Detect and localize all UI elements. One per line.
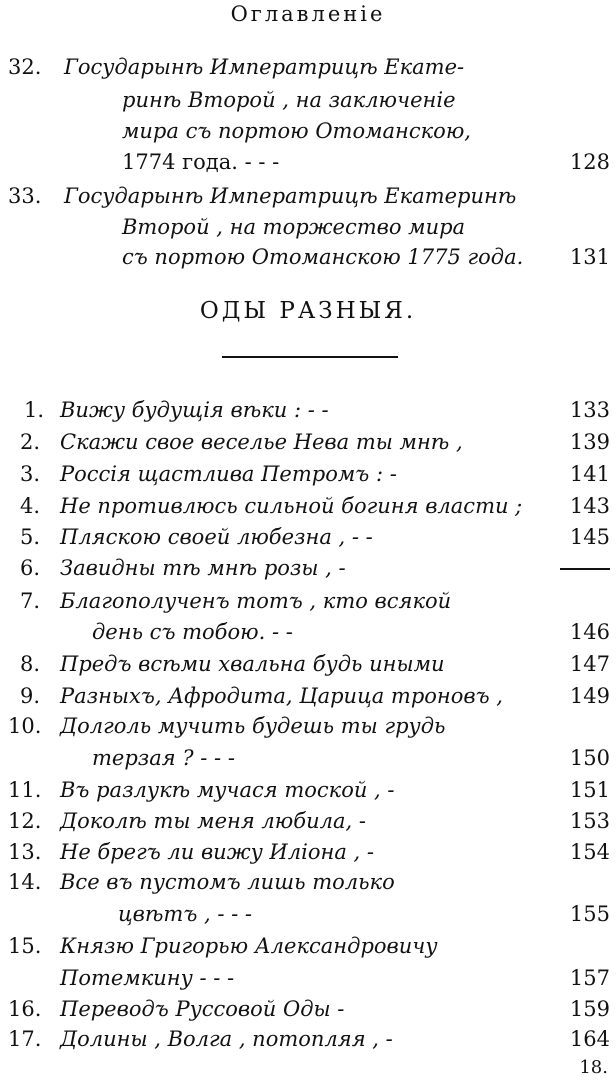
entry-title-line: Разныхъ, Афродита, Царица троновъ ,: [60, 684, 503, 708]
entry-number: 8.: [20, 652, 41, 676]
entry-page-number: 151: [569, 778, 610, 802]
entry-title-line: Завидны тѣ мнѣ розы , -: [60, 556, 346, 580]
section-title: ОДЫ РАЗНЫЯ.: [199, 298, 417, 324]
entry-title-line: день съ тобою. - -: [92, 620, 293, 644]
entry-title-line: Благополученъ тотъ , кто всякой: [60, 589, 452, 613]
entry-page-number: 145: [569, 525, 610, 549]
entry-page-number: 141: [569, 462, 610, 486]
entry-page-number: 139: [569, 430, 610, 454]
entry-title-line: Не брегъ ли вижу Иліона , -: [60, 840, 374, 864]
entry-number: 9.: [20, 684, 41, 708]
entry-title-line: Потемкину - - -: [60, 966, 235, 990]
entry-title-line: Долины , Волга , потопляя , -: [60, 1027, 393, 1051]
entry-title-line: Князю Григорью Александровичу: [60, 934, 438, 958]
ditto-dash: [560, 568, 610, 570]
entry-page-number: 150: [569, 746, 610, 770]
entry-page-number: 128: [569, 150, 610, 174]
entry-title-line: Все въ пустомъ лишь только: [60, 870, 395, 894]
entry-number: 6.: [20, 556, 41, 580]
entry-title-line: Второй , на торжество мира: [122, 215, 466, 239]
entry-number: 12.: [8, 809, 42, 833]
entry-page-number: 157: [569, 966, 610, 990]
entry-page-number: 149: [569, 684, 610, 708]
page-footer: 18.: [579, 1057, 608, 1078]
entry-page-number: 146: [569, 620, 610, 644]
entry-number: 13.: [8, 840, 42, 864]
entry-title-line: Пляскою своей любезна , - -: [60, 525, 373, 549]
entry-page-number: 164: [569, 1027, 610, 1051]
entry-title-line: Государынѣ Императрицѣ Екате-: [64, 55, 465, 79]
entry-title-line: съ портою Отоманскою 1775 года.: [122, 245, 524, 269]
entry-number: 33.: [8, 184, 42, 208]
entry-number: 5.: [20, 525, 41, 549]
entry-number: 15.: [8, 934, 42, 958]
entry-page-number: 131: [569, 245, 610, 269]
entry-number: 17.: [8, 1027, 42, 1051]
page-header: Оглавленіе: [230, 2, 386, 26]
entry-title-line: Долголь мучить будешь ты грудь: [60, 714, 446, 738]
entry-title-line: мира съ портою Отоманскою,: [122, 119, 471, 143]
entry-number: 10.: [8, 714, 42, 738]
entry-title-line: 1774 года. - - -: [122, 150, 280, 174]
entry-title-line: Доколѣ ты меня любила, -: [60, 809, 366, 833]
entry-title-line: Государынѣ Императрицѣ Екатеринѣ: [64, 184, 517, 208]
entry-page-number: 143: [569, 494, 610, 518]
entry-title-line: Предъ всѣми хвальна будь иными: [60, 652, 445, 676]
entry-page-number: 159: [569, 997, 610, 1021]
entry-title-line: Не противлюсь сильной богиня власти ;: [60, 494, 523, 518]
entry-title-line: Вижу будущія вѣки : - -: [60, 398, 329, 422]
entry-page-number: 133: [569, 398, 610, 422]
section-divider: [222, 356, 398, 358]
entry-title-line: Россія щастлива Петромъ : -: [60, 462, 397, 486]
entry-page-number: 147: [569, 652, 610, 676]
entry-title-line: Скажи свое веселье Нева ты мнѣ ,: [60, 430, 463, 454]
entry-page-number: 154: [569, 840, 610, 864]
entry-title-line: Въ разлукѣ мучася тоской , -: [60, 778, 395, 802]
entry-page-number: 153: [569, 809, 610, 833]
entry-number: 7.: [20, 589, 41, 613]
entry-number: 1.: [24, 398, 45, 422]
entry-number: 14.: [8, 870, 42, 894]
entry-number: 16.: [8, 997, 42, 1021]
entry-title-line: Переводъ Руссовой Оды -: [60, 997, 345, 1021]
entry-number: 11.: [8, 778, 42, 802]
entry-number: 4.: [20, 494, 41, 518]
entry-number: 2.: [20, 430, 41, 454]
entry-title-line: цвѣтъ , - - -: [118, 902, 252, 926]
entry-title-line: терзая ? - - -: [92, 746, 235, 770]
entry-number: 32.: [8, 55, 42, 79]
entry-title-line: ринѣ Второй , на заключеніе: [122, 88, 456, 112]
entry-number: 3.: [20, 462, 41, 486]
entry-page-number: 155: [569, 902, 610, 926]
